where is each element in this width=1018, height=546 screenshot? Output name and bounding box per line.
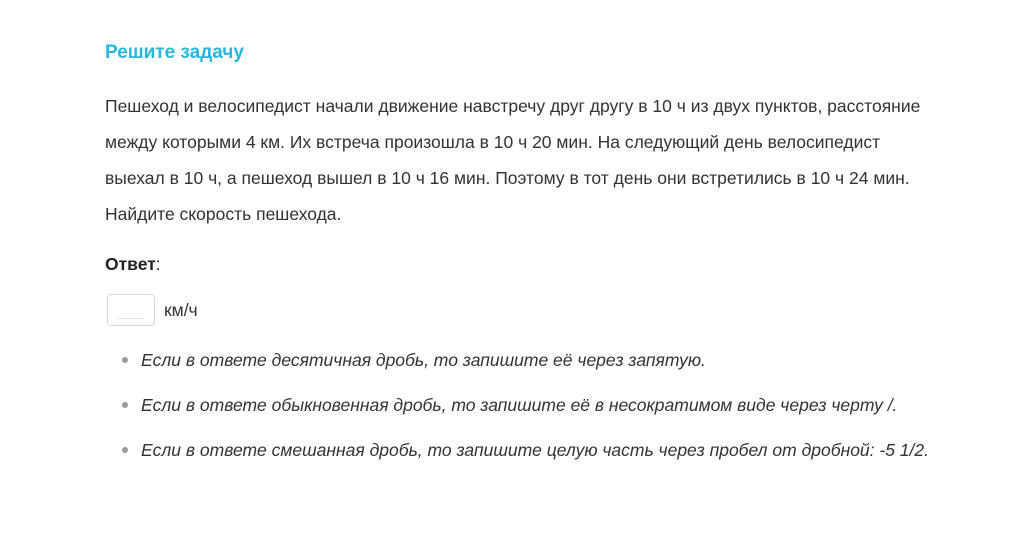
bullet-icon xyxy=(122,357,128,363)
task-card xyxy=(105,40,935,477)
hint-text: Если в ответе смешанная дробь, то запишите целую часть через пробел от дробной: -5 1/2. xyxy=(141,440,929,460)
bullet-icon xyxy=(122,402,128,408)
answer-label xyxy=(105,252,935,276)
answer-underline xyxy=(118,318,144,319)
hint-text: Если в ответе обыкновенная дробь, то запишите её в несократимом виде через черту /. xyxy=(141,395,898,415)
answer-input[interactable] xyxy=(114,298,148,320)
answer-row xyxy=(105,292,935,328)
bullet-icon xyxy=(122,447,128,453)
hint-item xyxy=(105,342,931,378)
hint-item xyxy=(105,432,931,468)
answer-label-colon: : xyxy=(155,254,161,274)
answer-label-text: Ответ xyxy=(105,254,156,274)
task-title: Решите задачу xyxy=(105,42,244,63)
problem-text: Пешеход и велосипедист начали движение навстречу друг другу в 10 ч из двух пунктов, расстояние между которыми 4 км. Их встреча произошла в 10 ч 20 мин. На следующий день велосипедист выехал в 10 ч, а пешеход вышел в 10 ч 16 мин. Поэтому в тот день они встретились в 10 ч 24 мин. Найдите скорость пешехода. xyxy=(105,96,921,224)
hint-text: Если в ответе десятичная дробь, то запишите её через запятую. xyxy=(141,350,706,370)
hints-list xyxy=(105,342,935,468)
hint-item xyxy=(105,387,931,423)
answer-input-box[interactable] xyxy=(107,294,155,326)
answer-unit: км/ч xyxy=(164,299,198,320)
